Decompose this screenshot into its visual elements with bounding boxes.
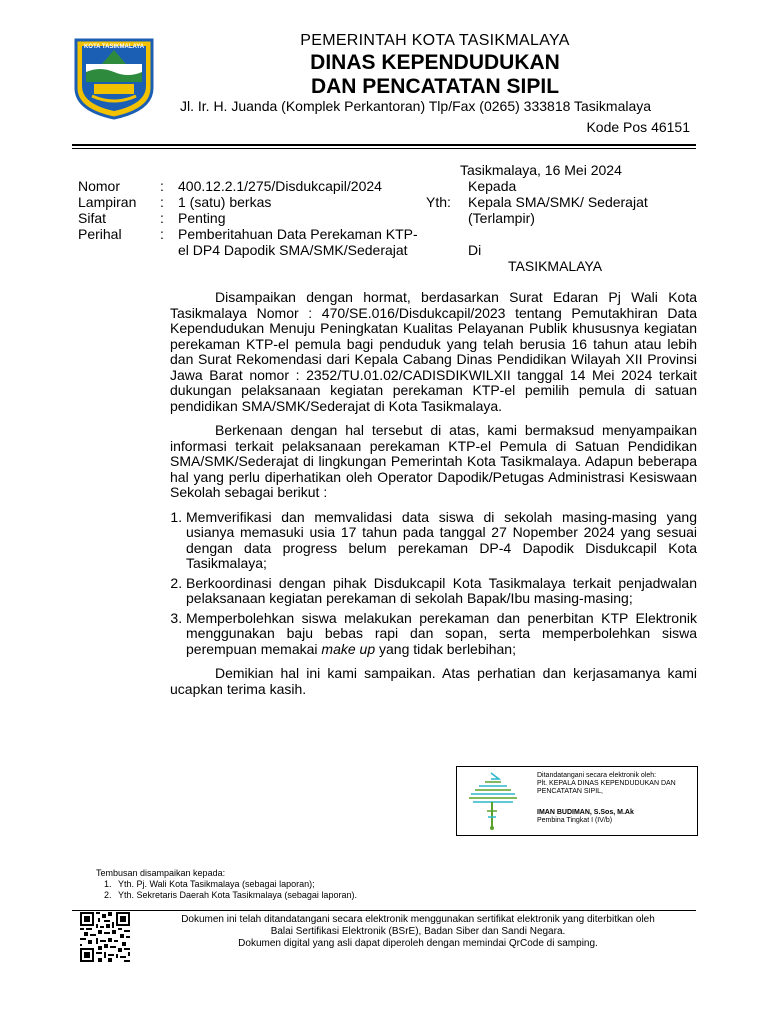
addressee-kepada: Kepada bbox=[468, 178, 517, 194]
list-item bbox=[186, 611, 697, 658]
electronic-signature-box bbox=[456, 766, 698, 836]
letter-date: Tasikmalaya, 16 Mei 2024 bbox=[460, 162, 622, 178]
meta-value-lampiran: 1 (satu) berkas bbox=[178, 194, 272, 210]
addressee-city: TASIKMALAYA bbox=[508, 258, 603, 274]
meta-row-nomor bbox=[78, 178, 418, 194]
letterhead-agency-line2: DAN PENCATATAN SIPIL bbox=[310, 75, 560, 98]
list-text: Yth. Sekretaris Daerah Kota Tasikmalaya (sebagai laporan). bbox=[118, 890, 357, 900]
signature-rank: Pembina Tingkat I (IV/b) bbox=[537, 817, 613, 824]
list-item-text: yang tidak berlebihan; bbox=[375, 640, 516, 657]
meta-row-perihal bbox=[78, 226, 418, 258]
meta-colon: : bbox=[160, 194, 164, 210]
footer-note bbox=[140, 914, 696, 950]
addressee-block bbox=[468, 194, 648, 226]
letterhead-postal-code: Kode Pos 46151 bbox=[586, 119, 690, 135]
letterhead-divider-thin bbox=[72, 148, 696, 149]
addressee-yth: Yth: bbox=[426, 194, 451, 210]
meta-value-nomor: 400.12.2.1/275/Disdukcapil/2024 bbox=[178, 178, 382, 194]
list-item: 2. Berkoordinasi dengan pihak Disdukcapil Kota Tasikmalaya terkait penjadwalan pelaksanaan kegiatan perekaman di sekolah Bapak/Ibu masing-masing; bbox=[186, 576, 697, 607]
signature-text bbox=[537, 772, 697, 825]
meta-label: Perihal bbox=[78, 226, 122, 242]
list-number: 2. bbox=[104, 890, 112, 900]
list-number: 1. bbox=[104, 879, 112, 889]
addressee-di: Di bbox=[468, 242, 482, 258]
svg-text:KOTA TASIKMALAYA: KOTA TASIKMALAYA bbox=[83, 44, 145, 50]
footer-line-2: Balai Sertifikasi Elektronik (BSrE), Badan Siber dan Sandi Negara. bbox=[270, 926, 566, 937]
meta-colon: : bbox=[160, 210, 164, 226]
body-paragraph-2: Berkenaan dengan hal tersebut di atas, kami bermaksud menyampaikan informasi terkait pelaksanaan perekaman KTP-el Pemula di Satuan Pendidikan SMA/SMK/Sederajat di lingkungan Pemerintah Kota Tasikmalaya. Adapun beberapa hal yang perlu diperhatikan oleh Operator Dapodik/Petugas Administrasi Kesiswaan Sekolah sebagai berikut : bbox=[170, 422, 697, 500]
body-paragraph-1: Disampaikan dengan hormat, berdasarkan Surat Edaran Pj Wali Kota Tasikmalaya Nomor : 470/SE.016/Disdukcapil/2023 tentang Pemutakhiran Data Kependudukan Menuju Peningkatan Kualitas Pelayanan Publik khususnya kegiatan perekaman KTP-el pemula bagi penduduk yang telah berusia 16 tahun atau lebih dan Surat Rekomendasi dari Kepala Cabang Dinas Pendidikan Wilayah XII Provinsi Jawa Barat nomor : 2352/TU.01.02/CADISDIKWILXII tanggal 14 Mei 2024 terkait dukungan pelaksanaan kegiatan perekaman KTP-el pemilih pemula di satuan pendidikan SMA/SMK/Sederajat di Kota Tasikmalaya. bbox=[170, 289, 697, 414]
list-item-emphasis: make up bbox=[321, 640, 376, 657]
meta-value-perihal: Pemberitahuan Data Perekaman KTP-el DP4 Dapodik SMA/SMK/Sederajat bbox=[178, 226, 418, 258]
copy-recipients bbox=[96, 868, 357, 901]
signature-logo-icon bbox=[463, 771, 521, 831]
addressee-attachment-note: (Terlampir) bbox=[468, 210, 535, 226]
footer-line-3: Dokumen digital yang asli dapat diperoleh dengan memindai QrCode di samping. bbox=[238, 938, 598, 949]
body-list bbox=[170, 510, 697, 658]
copy-recipients-title: Tembusan disampaikan kepada: bbox=[96, 868, 226, 878]
letterhead-divider-thick bbox=[72, 144, 696, 146]
letterhead-agency-line1: DINAS KEPENDUDUKAN bbox=[310, 51, 560, 74]
meta-label: Nomor bbox=[78, 178, 121, 194]
meta-colon: : bbox=[160, 178, 164, 194]
list-text: Yth. Pj. Wali Kota Tasikmalaya (sebagai laporan); bbox=[118, 879, 315, 889]
list-item bbox=[96, 879, 357, 890]
signature-label: Ditandatangani secara elektronik oleh: bbox=[537, 772, 657, 779]
meta-label: Lampiran bbox=[78, 194, 137, 210]
verification-qr-code-icon[interactable] bbox=[80, 912, 130, 962]
meta-row-sifat bbox=[78, 210, 418, 226]
city-emblem-logo bbox=[72, 36, 156, 120]
addressee-recipient: Kepala SMA/SMK/ Sederajat bbox=[468, 194, 648, 210]
list-item bbox=[96, 890, 357, 901]
meta-colon: : bbox=[160, 226, 164, 242]
signature-position: Plt. KEPALA DINAS KEPENDUDUKAN DAN PENCATATAN SIPIL, bbox=[537, 780, 676, 795]
meta-row-lampiran bbox=[78, 194, 418, 210]
footer-line-1: Dokumen ini telah ditandatangani secara elektronik menggunakan sertifikat elektronik yang diterbitkan oleh bbox=[181, 914, 655, 925]
letter-body bbox=[170, 290, 697, 706]
signature-name: IMAN BUDIMAN, S.Sos, M.Ak bbox=[537, 809, 634, 816]
body-closing: Demikian hal ini kami sampaikan. Atas perhatian dan kerjasamanya kami ucapkan terima kasih. bbox=[170, 665, 697, 697]
meta-value-sifat: Penting bbox=[178, 210, 226, 226]
letter-meta bbox=[78, 178, 418, 258]
letterhead-government: PEMERINTAH KOTA TASIKMALAYA bbox=[300, 32, 570, 49]
footer-divider bbox=[72, 910, 696, 911]
letterhead-address: Jl. Ir. H. Juanda (Komplek Perkantoran) Tlp/Fax (0265) 333818 Tasikmalaya bbox=[180, 98, 652, 114]
list-item: 1. Memverifikasi dan memvalidasi data siswa di sekolah masing-masing yang usianya memasuki usia 17 tahun pada tanggal 27 Nopember 2024 yang sesuai dengan data progress belum perekaman DP-4 Dapodik Disdukcapil Kota Tasikmalaya; bbox=[186, 510, 697, 572]
meta-label: Sifat bbox=[78, 210, 107, 226]
list-item-text: Memperbolehkan siswa melakukan perekaman dan penerbitan KTP Elektronik menggunakan baju bebas rapi dan sopan, serta memperbolehkan siswa perempuan memakai bbox=[186, 609, 697, 657]
